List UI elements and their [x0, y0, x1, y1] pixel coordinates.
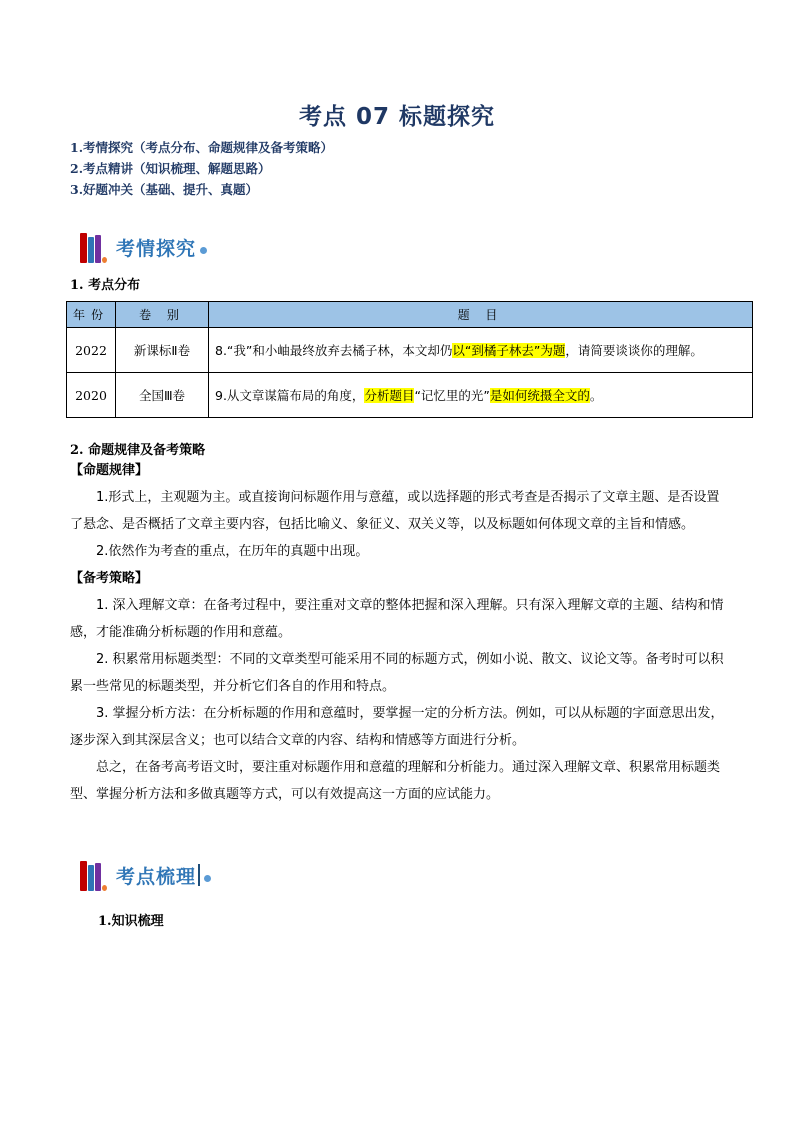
toc-item: 1.考情探究（考点分布、命题规律及备考策略） — [70, 140, 334, 155]
rule-paragraph: 1.形式上，主观题为主。或直接询问标题作用与意蕴，或以选择题的形式考查是否揭示了文章主题、是否设置了悬念、是否概括了文章主要内容，包括比喻义、象征义、双关义等，以及标题如何体现文章的主旨和情感。 — [70, 490, 720, 532]
cell-year: 2020 — [67, 373, 116, 418]
highlighted-text: 以“到橘子林去”为题 — [452, 343, 566, 358]
cell-year: 2022 — [67, 328, 116, 373]
subheading-rules: 2. 命题规律及备考策略 — [70, 443, 206, 458]
section-label: 考点梳理 — [116, 865, 197, 888]
blue-dot-icon — [204, 875, 211, 882]
cell-paper: 全国Ⅲ卷 — [116, 373, 209, 418]
blue-dot-icon — [200, 247, 207, 254]
header-year: 年份 — [67, 302, 116, 328]
toc-item: 3.好题冲关（基础、提升、真题） — [70, 182, 259, 197]
table-row — [67, 328, 753, 373]
subheading-distribution: 1. 考点分布 — [70, 278, 141, 293]
header-paper: 卷 别 — [116, 302, 209, 328]
page-title: 考点 07 标题探究 — [298, 104, 496, 130]
text-cursor — [198, 864, 200, 886]
cell-question: 9.从文章谋篇布局的角度，分析题目“记忆里的光”是如何统摄全文的。 — [209, 373, 753, 418]
knowledge-item: 1.知识梳理 — [98, 914, 164, 929]
cell-question: 8.“我”和小岫最终放弃去橘子林，本文却仍以“到橘子林去”为题，请简要谈谈你的理解。 — [209, 328, 753, 373]
strategy-label: 【备考策略】 — [70, 571, 149, 586]
highlighted-text: 分析题目 — [364, 388, 415, 403]
strategy-paragraph: 3. 掌握分析方法：在分析标题的作用和意蕴时，要掌握一定的分析方法。例如，可以从标题的字面意思出发，逐步深入到其深层含义；也可以结合文章的内容、结构和情感等方面进行分析。 — [70, 706, 724, 748]
rule-paragraph: 2.依然作为考查的重点，在历年的真题中出现。 — [96, 544, 369, 559]
table-row — [67, 373, 753, 418]
rules-and-strategy — [70, 457, 732, 808]
exam-distribution-table — [66, 301, 753, 418]
rule-label: 【命题规律】 — [70, 463, 149, 478]
books-icon — [80, 231, 110, 263]
table-of-contents — [70, 137, 333, 200]
section-header-shuli — [80, 858, 211, 892]
summary-paragraph: 总之，在备考高考语文时，要注重对标题作用和意蕴的理解和分析能力。通过深入理解文章、积累常用标题类型、掌握分析方法和多做真题等方式，可以有效提高这一方面的应试能力。 — [70, 760, 721, 802]
highlighted-text: 是如何统摄全文的 — [489, 388, 590, 403]
header-question: 题 目 — [209, 302, 753, 328]
cell-paper: 新课标Ⅱ卷 — [116, 328, 209, 373]
section-label: 考情探究 — [116, 237, 197, 260]
section-header-kaoqing — [80, 230, 207, 264]
strategy-paragraph: 1. 深入理解文章：在备考过程中，要注重对文章的整体把握和深入理解。只有深入理解文章的主题、结构和情感，才能准确分析标题的作用和意蕴。 — [70, 598, 724, 640]
books-icon — [80, 859, 110, 891]
table-header-row — [67, 302, 753, 328]
toc-item: 2.考点精讲（知识梳理、解题思路） — [70, 161, 271, 176]
strategy-paragraph: 2. 积累常用标题类型：不同的文章类型可能采用不同的标题方式，例如小说、散文、议论文等。备考时可以积累一些常见的标题类型，并分析它们各自的作用和特点。 — [70, 652, 724, 694]
